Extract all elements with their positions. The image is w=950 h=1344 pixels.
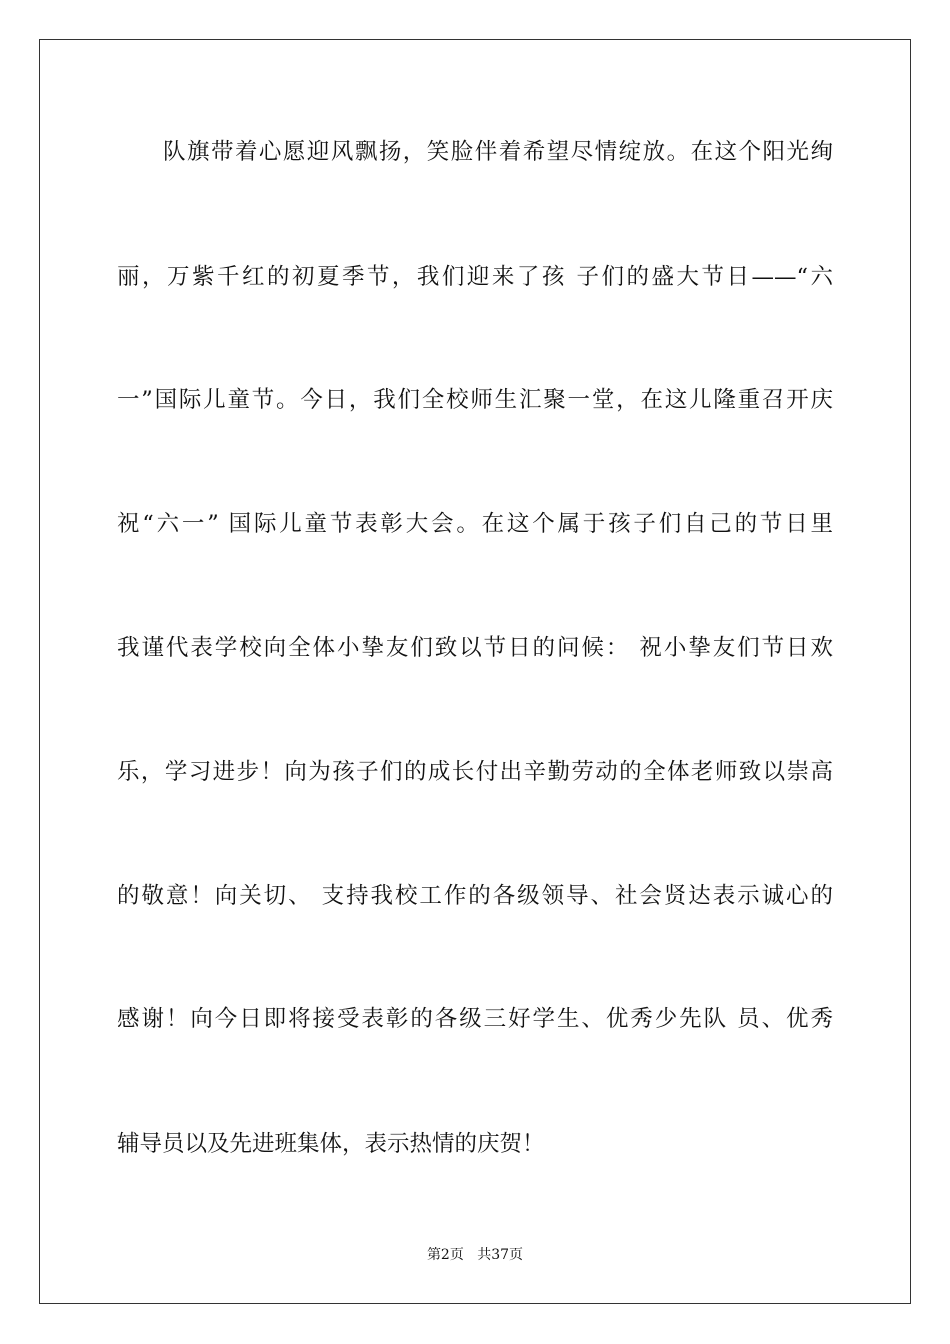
paragraph-line: 我谨代表学校向全体小挚友们致以节日的问候： 祝小挚友们节日欢 [117, 635, 833, 661]
page-frame [39, 39, 911, 1304]
paragraph-line: 乐，学习进步！向为孩子们的成长付出辛勤劳动的全体老师致以崇高 [117, 759, 833, 785]
paragraph-line: 队旗带着心愿迎风飘扬，笑脸伴着希望尽情绽放。在这个阳光绚 [163, 139, 833, 165]
paragraph-line: 感谢！向今日即将接受表彰的各级三好学生、优秀少先队 员、优秀 [117, 1006, 833, 1032]
page-footer [0, 1246, 950, 1264]
paragraph-line: 一”国际儿童节。今日，我们全校师生汇聚一堂，在这儿隆重召开庆 [117, 387, 833, 413]
page-number: 第2页 [426, 1247, 464, 1263]
paragraph-line: 的敬意！向关切、 支持我校工作的各级领导、社会贤达表示诚心的 [117, 883, 833, 909]
paragraph-line: 辅导员以及先进班集体，表示热情的庆贺！ [117, 1131, 545, 1157]
paragraph-line: 丽，万紫千红的初夏季节，我们迎来了孩 子们的盛大节日——“六 [117, 264, 833, 290]
paragraph-line: 祝“六一” 国际儿童节表彰大会。在这个属于孩子们自己的节日里 [117, 511, 833, 537]
page-total: 共37页 [477, 1247, 524, 1263]
